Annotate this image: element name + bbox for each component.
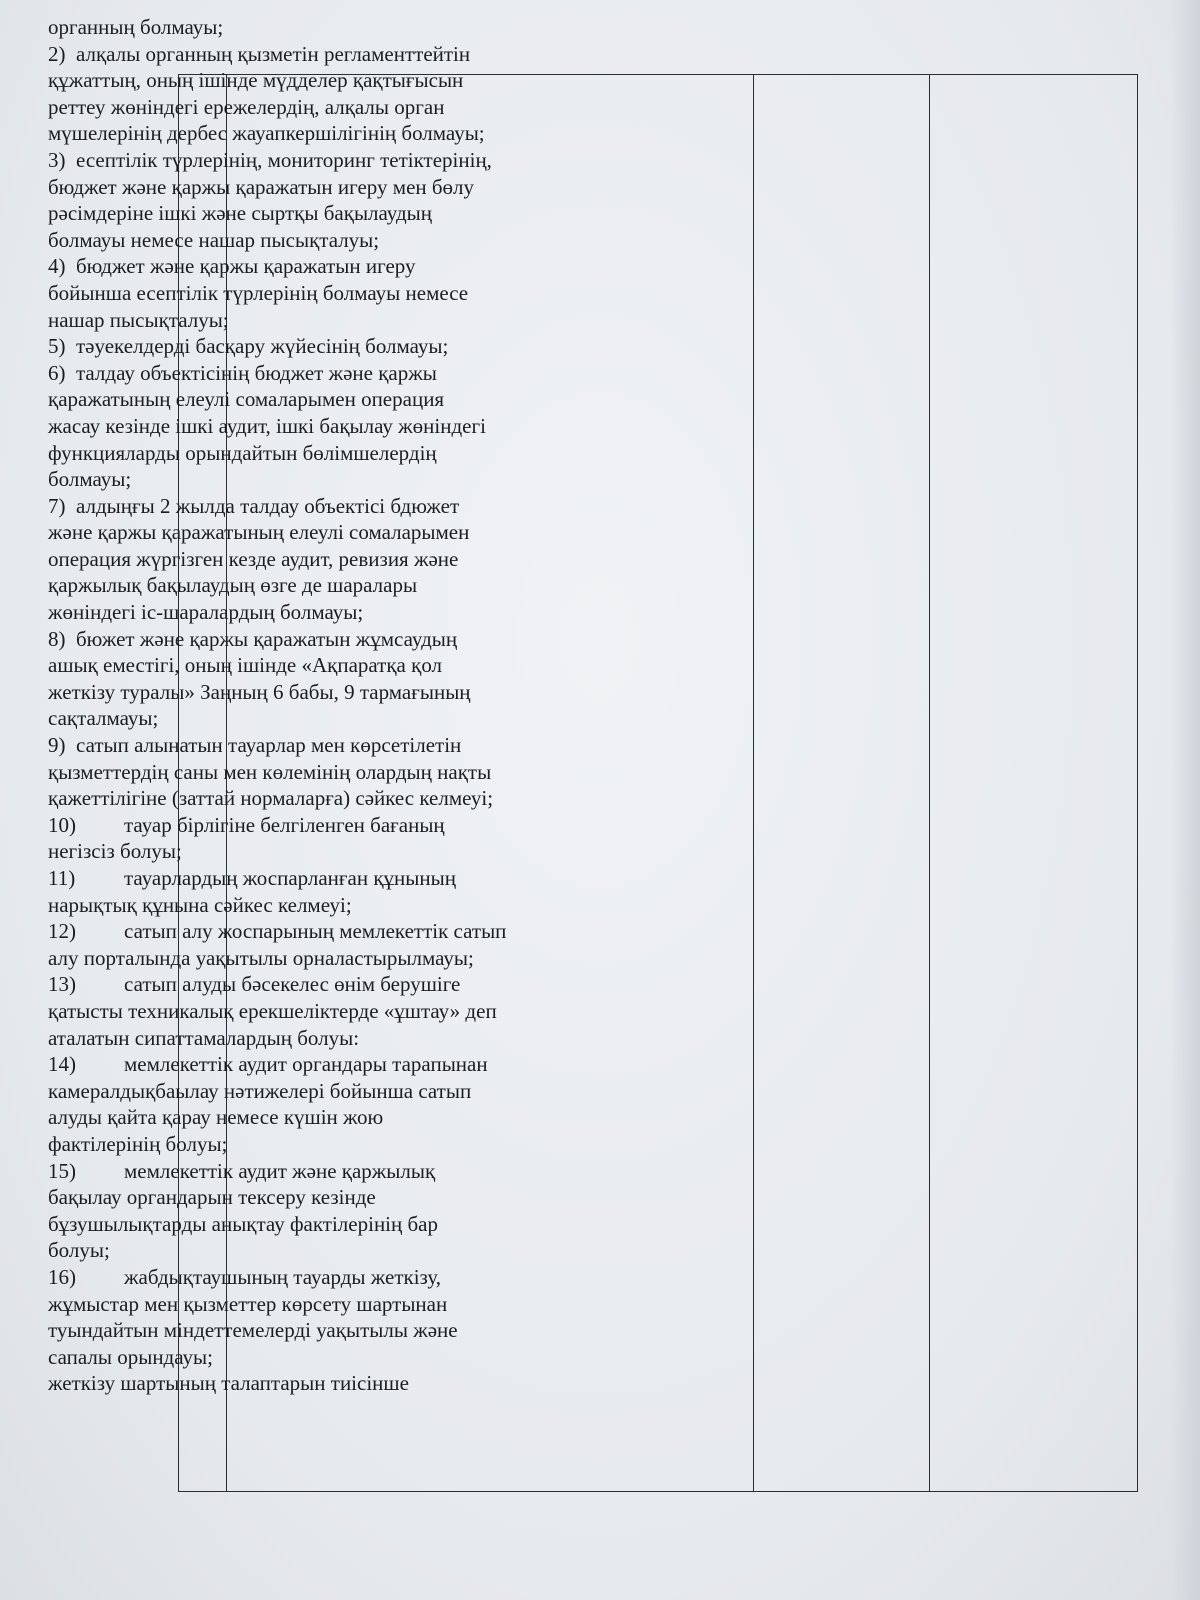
text-line xyxy=(48,440,578,467)
text-line xyxy=(48,466,578,493)
text-line xyxy=(48,227,578,254)
line-text: 4) бюджет және қаржы қаражатын игеру xyxy=(48,254,416,279)
line-text: бақылау органдарын тексеру кезінде xyxy=(48,1185,376,1210)
text-line xyxy=(48,41,578,68)
line-text: бюджет және қаржы қаражатын игеру мен бөлу xyxy=(48,174,475,199)
line-text: жабдықтаушының тауарды жеткізу, xyxy=(124,1264,442,1289)
responsible-column xyxy=(930,75,1137,1491)
line-text: нашар пысықталуы; xyxy=(48,307,229,332)
text-line xyxy=(48,1131,578,1158)
text-line xyxy=(48,200,578,227)
text-line xyxy=(48,599,578,626)
text-line xyxy=(48,386,578,413)
line-text: негізсіз болуы; xyxy=(48,839,182,864)
item-number: 16) xyxy=(48,1264,76,1289)
text-line xyxy=(48,1237,578,1264)
text-line xyxy=(48,280,578,307)
text-line xyxy=(48,1025,578,1052)
date-column xyxy=(754,75,930,1491)
line-text: сақталмауы; xyxy=(48,706,159,731)
text-line xyxy=(48,519,578,546)
text-line xyxy=(48,732,578,759)
line-text: қатысты техникалық ерекшеліктерде «ұштау» деп xyxy=(48,998,497,1023)
line-text: болмауы немесе нашар пысықталуы; xyxy=(48,227,380,252)
text-line xyxy=(48,1344,578,1371)
line-text: функцияларды орындайтын бөлімшелердің xyxy=(48,440,437,465)
text-line xyxy=(48,333,578,360)
text-line xyxy=(48,120,578,147)
line-text: 8) бюжет және қаржы қаражатын жұмсаудың xyxy=(48,626,458,651)
line-text: 5) тәуекелдерді басқару жүйесінің болмауы; xyxy=(48,334,449,359)
text-line xyxy=(48,865,578,892)
text-line xyxy=(48,413,578,440)
line-text: нарықтық құнына сәйкес келмеуі; xyxy=(48,892,352,917)
line-text: ашық еместігі, оның ішінде «Ақпаратқа қол xyxy=(48,653,443,678)
line-text: мемлекеттік аудит органдары тарапынан xyxy=(124,1052,488,1077)
line-text: мемлекеттік аудит және қаржылық xyxy=(124,1158,436,1183)
text-line xyxy=(48,759,578,786)
line-text: аталатын сипаттамалардың болуы: xyxy=(48,1025,360,1050)
text-line xyxy=(48,1184,578,1211)
item-number: 15) xyxy=(48,1158,76,1183)
line-text: қаражатының елеулі сомаларымен операция xyxy=(48,387,445,412)
line-text: және қаржы қаражатының елеулі сомаларымен xyxy=(48,520,470,545)
text-line xyxy=(48,1291,578,1318)
line-text: органның болмауы; xyxy=(48,15,224,39)
risk-factors-text xyxy=(48,14,578,1397)
text-line xyxy=(48,971,578,998)
item-number: 12) xyxy=(48,919,76,944)
line-text: қаржылық бақылаудың өзге де шаралары xyxy=(48,573,418,598)
line-text: сапалы орындауы; xyxy=(48,1344,213,1369)
text-line xyxy=(48,1104,578,1131)
text-line xyxy=(48,1078,578,1105)
line-text: бұзушылықтарды анықтау фактілерінің бар xyxy=(48,1211,439,1236)
text-line xyxy=(48,307,578,334)
line-text: қызметтердің саны мен көлемінің олардың нақты xyxy=(48,759,492,784)
text-line xyxy=(48,572,578,599)
line-text: 3) есептілік түрлерінің, мониторинг тетіктерінің, xyxy=(48,147,492,172)
text-line xyxy=(48,705,578,732)
line-text: рәсімдеріне ішкі және сыртқы бақылаудың xyxy=(48,201,432,226)
line-text: жөніндегі іс-шаралардың болмауы; xyxy=(48,600,364,625)
text-line xyxy=(48,1211,578,1238)
line-text: құжаттың, оның ішінде мүдделер қақтығысын xyxy=(48,68,464,93)
line-text: 9) сатып алынатын тауарлар мен көрсетілетін xyxy=(48,733,462,758)
text-line xyxy=(48,493,578,520)
text-line xyxy=(48,174,578,201)
text-line xyxy=(48,14,578,41)
line-text: 7) алдыңғы 2 жылда талдау объектісі бдюжет xyxy=(48,493,460,518)
text-line xyxy=(48,945,578,972)
line-text: операция жүргізген кезде аудит, ревизия және xyxy=(48,546,459,571)
text-line xyxy=(48,998,578,1025)
line-text: сатып алуды бәсекелес өнім берушіге xyxy=(124,972,461,997)
line-text: алу порталында уақытылы орналастырылмауы; xyxy=(48,945,474,970)
line-text: тауарлардың жоспарланған құнының xyxy=(124,866,456,890)
text-line xyxy=(48,1317,578,1344)
line-text: жұмыстар мен қызметтер көрсету шартынан xyxy=(48,1291,448,1316)
line-text: жасау кезінде ішкі аудит, ішкі бақылау жөніндегі xyxy=(48,413,486,438)
text-line xyxy=(48,253,578,280)
text-line xyxy=(48,546,578,573)
page-shadow xyxy=(1170,0,1200,1600)
text-line xyxy=(48,812,578,839)
line-text: болуы; xyxy=(48,1238,110,1263)
item-number: 11) xyxy=(48,866,76,890)
text-line xyxy=(48,626,578,653)
line-text: алуды қайта қарау немесе күшін жою xyxy=(48,1105,384,1130)
line-text: болмауы; xyxy=(48,467,132,492)
line-text: 6) талдау объектісінің бюджет және қаржы xyxy=(48,360,437,385)
text-line xyxy=(48,1158,578,1185)
line-text: жеткізу шартының талаптарын тиісінше xyxy=(48,1371,409,1396)
line-text: камералдықбаылау нәтижелері бойынша сатып xyxy=(48,1078,472,1103)
line-text: тауар бірлігіне белгіленген бағаның xyxy=(124,812,445,837)
text-line xyxy=(48,94,578,121)
text-line xyxy=(48,360,578,387)
text-line xyxy=(48,1370,578,1397)
line-text: сатып алу жоспарының мемлекеттік сатып xyxy=(124,919,507,944)
line-text: жеткізу туралы» Заңның 6 бабы, 9 тармағының xyxy=(48,679,471,704)
text-line xyxy=(48,1051,578,1078)
line-text: фактілерінің болуы; xyxy=(48,1131,228,1156)
line-text: 2) алқалы органның қызметін регламенттейтін xyxy=(48,41,471,66)
text-line xyxy=(48,1264,578,1291)
text-line xyxy=(48,147,578,174)
line-text: қажеттілігіне (заттай нормаларға) сәйкес келмеуі; xyxy=(48,786,494,811)
line-text: бойынша есептілік түрлерінің болмауы немесе xyxy=(48,280,469,305)
text-line xyxy=(48,785,578,812)
text-line xyxy=(48,679,578,706)
item-number: 10) xyxy=(48,812,76,837)
item-number: 14) xyxy=(48,1052,76,1077)
text-line xyxy=(48,67,578,94)
text-line xyxy=(48,892,578,919)
text-line xyxy=(48,918,578,945)
text-line xyxy=(48,838,578,865)
text-line xyxy=(48,652,578,679)
line-text: реттеу жөніндегі ережелердің, алқалы орган xyxy=(48,94,445,119)
line-text: туындайтын міндеттемелерді уақытылы және xyxy=(48,1318,458,1343)
line-text: мүшелерінің дербес жауапкершілігінің болмауы; xyxy=(48,121,485,146)
item-number: 13) xyxy=(48,972,76,997)
